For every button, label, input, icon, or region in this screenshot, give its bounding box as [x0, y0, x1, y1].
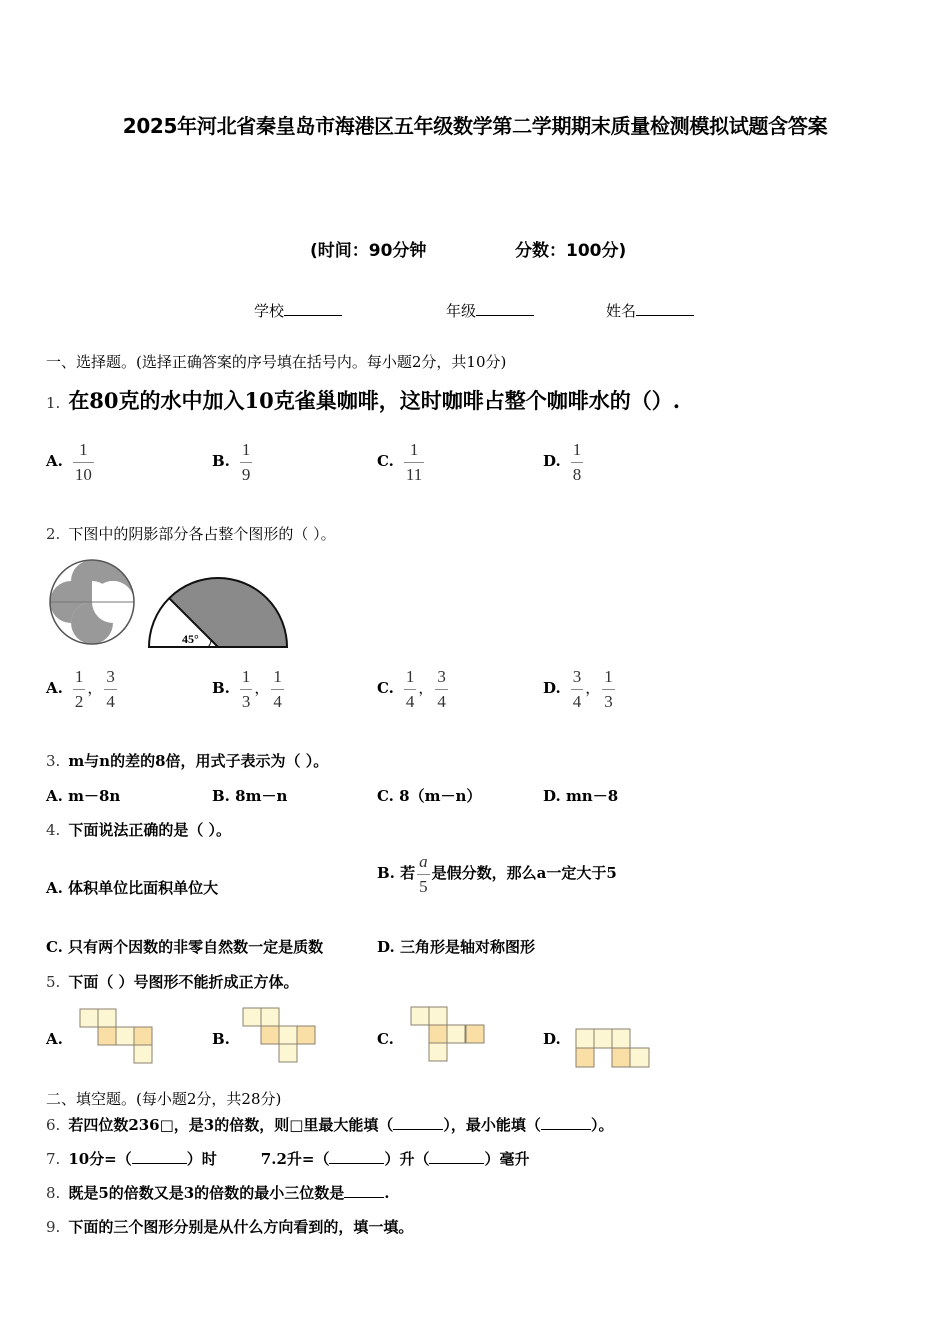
q3-option-d[interactable] [543, 785, 618, 806]
exam-time: (时间：90分钟 [310, 241, 427, 261]
q1-option-c[interactable] [377, 440, 424, 484]
question-text: ）毫升 [484, 1150, 530, 1168]
section-heading-choice: 一、选择题。(选择正确答案的序号填在括号内。每小题2分，共10分) [46, 353, 507, 371]
cube-net-b [242, 1007, 320, 1067]
option-text: 若 [400, 864, 416, 883]
grade-field[interactable] [446, 300, 534, 321]
q1-option-b[interactable] [212, 440, 252, 484]
question-9 [46, 1216, 413, 1237]
exam-score: 分数：100分) [515, 241, 627, 261]
option-text: 三角形是轴对称图形 [399, 938, 535, 956]
q2-option-c[interactable]: C. $\frac{1}{4}$ ， $\frac{3}{4}$ [377, 667, 446, 711]
q5-option-b-label[interactable]: B. [212, 1030, 230, 1048]
option-text: mn－8 [565, 787, 619, 805]
angle-label: 45° [182, 632, 199, 646]
option-label: D. [543, 452, 561, 471]
option-text: 体积单位比面积单位大 [68, 879, 219, 897]
answer-blank-milliliters[interactable] [429, 1149, 484, 1164]
fraction: $\frac{1}{4}$ [405, 667, 415, 711]
question-number: 9. [46, 1218, 61, 1236]
q5-option-d-label[interactable]: D. [543, 1030, 561, 1048]
question-number: 4. [46, 821, 61, 839]
q2-option-d[interactable]: D. $\frac{3}{4}$ ， $\frac{1}{3}$ [543, 667, 613, 711]
q4-option-a[interactable] [46, 877, 218, 898]
semicircle-figure [146, 575, 291, 651]
question-number: 1. [46, 394, 61, 412]
question-text: 在80克的水中加入10克雀巢咖啡，这时咖啡占整个咖啡水的（）. [68, 388, 681, 413]
grade-label: 年级 [446, 302, 477, 320]
option-text: m－8n [68, 787, 121, 805]
answer-blank-min[interactable] [541, 1115, 591, 1130]
option-label: A. [46, 679, 63, 698]
fraction: $\frac{a}{5}$ [419, 852, 428, 896]
q1-option-a[interactable] [46, 440, 94, 484]
option-text: 8m－n [235, 787, 288, 805]
q3-option-a[interactable] [46, 785, 120, 806]
option-label: C. [377, 679, 394, 698]
option-label: B. [377, 864, 395, 883]
fraction: $\frac{1}{10}$ [74, 440, 92, 484]
question-text: m与n的差的8倍，用式子表示为（ ）。 [68, 752, 329, 770]
question-text: 10分=（ [68, 1150, 132, 1168]
option-label: A. [46, 452, 63, 471]
question-number: 3. [46, 752, 61, 770]
q1-option-d[interactable] [543, 440, 583, 484]
question-1 [46, 385, 680, 415]
question-7 [46, 1148, 529, 1169]
fraction: $\frac{1}{11}$ [405, 440, 423, 484]
question-number: 7. [46, 1150, 61, 1168]
q4-option-c[interactable] [46, 936, 323, 957]
question-text: 下面说法正确的是（ ）。 [68, 821, 232, 839]
question-number: 2. [46, 525, 61, 543]
answer-blank-liters[interactable] [329, 1149, 384, 1164]
answer-blank[interactable] [344, 1183, 384, 1198]
question-text: ）。 [590, 1116, 614, 1134]
fraction: $\frac{1}{8}$ [572, 440, 582, 484]
option-label: B. [212, 679, 230, 698]
option-label: A. [46, 787, 63, 805]
question-text: 7.2升=（ [260, 1150, 330, 1168]
option-label: D. [543, 787, 561, 805]
question-text: 下面的三个图形分别是从什么方向看到的，填一填。 [68, 1218, 414, 1236]
question-number: 8. [46, 1184, 61, 1202]
school-label: 学校 [254, 302, 285, 320]
question-text: 既是5的倍数又是3的倍数的最小三位数是 [68, 1184, 345, 1202]
question-5 [46, 971, 299, 992]
question-number: 6. [46, 1116, 61, 1134]
question-6 [46, 1114, 613, 1135]
school-blank[interactable] [284, 301, 342, 316]
question-8 [46, 1182, 389, 1203]
fraction: $\frac{1}{9}$ [241, 440, 251, 484]
name-label: 姓名 [606, 302, 637, 320]
option-label: B. [212, 787, 230, 805]
fraction: $\frac{1}{3}$ [604, 667, 613, 711]
grade-blank[interactable] [476, 301, 534, 316]
option-label: C. [46, 938, 63, 956]
fraction: $\frac{1}{4}$ [273, 667, 282, 711]
question-text: . [384, 1184, 390, 1202]
option-label: D. [543, 679, 561, 698]
pinwheel-circle-figure [47, 557, 137, 647]
name-field[interactable] [606, 300, 694, 321]
option-label: C. [377, 452, 394, 471]
q4-option-d[interactable] [377, 936, 535, 957]
question-number: 5. [46, 973, 61, 991]
q3-option-c[interactable] [377, 785, 481, 806]
option-label: A. [46, 879, 63, 897]
option-label: C. [377, 787, 394, 805]
option-text: 是假分数，那么a一定大于5 [431, 864, 617, 883]
question-text: 若四位数236□，是3的倍数，则□里最大能填（ [68, 1116, 394, 1134]
fraction: $\frac{1}{2}$ [74, 667, 84, 711]
cube-net-d [575, 1028, 655, 1070]
fraction: $\frac{1}{3}$ [241, 667, 251, 711]
option-label: D. [377, 938, 395, 956]
question-text: ），最小能填（ [443, 1116, 541, 1134]
q2-option-a[interactable]: A. $\frac{1}{2}$ ， $\frac{3}{4}$ [46, 667, 115, 711]
cube-net-c [410, 1006, 488, 1066]
answer-blank-max[interactable] [393, 1115, 443, 1130]
fraction: $\frac{3}{4}$ [437, 667, 446, 711]
name-blank[interactable] [636, 301, 694, 316]
option-text: 8（m－n） [399, 787, 482, 805]
cube-net-a [79, 1008, 155, 1066]
fraction: $\frac{3}{4}$ [572, 667, 582, 711]
question-2 [46, 523, 336, 544]
q2-option-b[interactable]: B. $\frac{1}{3}$ ， $\frac{1}{4}$ [212, 667, 282, 711]
question-text: 下面（ ）号图形不能折成正方体。 [68, 973, 299, 991]
question-3 [46, 750, 328, 771]
section-heading-fill: 二、填空题。(每小题2分，共28分) [46, 1090, 282, 1108]
question-text: ）时 [186, 1150, 217, 1168]
question-4 [46, 819, 231, 840]
q5-option-c-label[interactable]: C. [377, 1030, 394, 1048]
option-text: 只有两个因数的非零自然数一定是质数 [68, 938, 324, 956]
answer-blank-hours[interactable] [132, 1149, 187, 1164]
page-title: 2025年河北省秦皇岛市海港区五年级数学第二学期期末质量检测模拟试题含答案 [122, 114, 828, 138]
q5-option-a-label[interactable]: A. [46, 1030, 63, 1048]
q4-option-b[interactable] [377, 852, 617, 896]
q3-option-b[interactable] [212, 785, 287, 806]
school-field[interactable] [254, 300, 342, 321]
option-label: B. [212, 452, 230, 471]
question-text: ）升（ [384, 1150, 430, 1168]
question-text: 下图中的阴影部分各占整个图形的（ ）。 [68, 525, 336, 543]
fraction: $\frac{3}{4}$ [106, 667, 115, 711]
